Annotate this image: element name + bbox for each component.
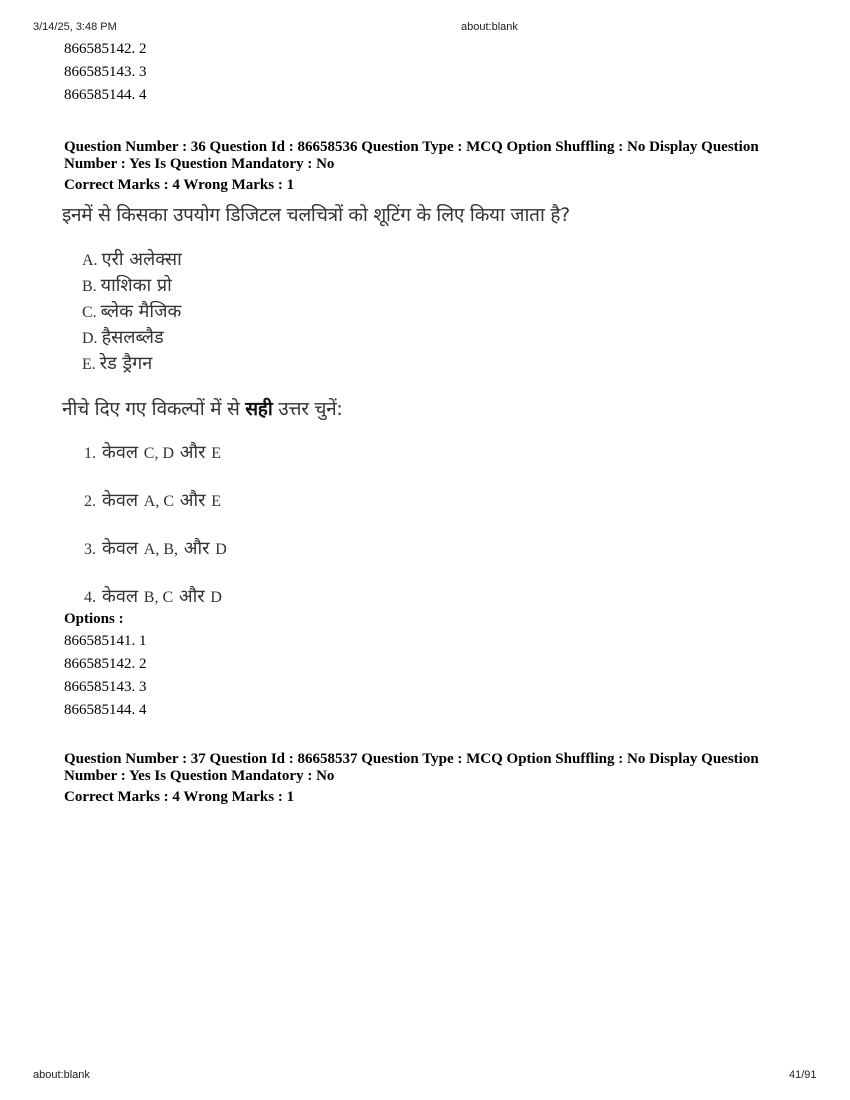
q36-meta-line1: Question Number : 36 Question Id : 86658536 Question Type : MCQ Option Shuffling : No Display Question [64,139,759,155]
answer-number: 3. [84,541,96,558]
page-number: 41/91 [789,1069,817,1081]
instruction-emphasis: सही [245,398,273,420]
answer-last: D [215,541,227,558]
q37-meta-line2: Number : Yes Is Question Mandatory : No [64,768,335,784]
answer-word: केवल [102,538,139,559]
answer-letters: A, B, [143,541,179,558]
q36-choice-b [82,273,172,297]
answer-number: 4. [84,589,96,606]
choice-text: ब्लेक मैजिक [100,301,182,322]
q36-choice-e [82,351,152,375]
answer-number: 2. [84,493,96,510]
q36-answer-2 [84,488,221,512]
instruction-prefix: नीचे दिए गए विकल्पों में से [62,398,246,420]
choice-label: C. [82,304,97,321]
answer-word: केवल [102,586,139,607]
q36-choice-c [82,299,181,323]
prev-option-3: 866585143. 3 [64,64,147,80]
q36-answer-1 [84,440,221,464]
q36-option-1: 866585141. 1 [64,633,147,649]
choice-text: हैसलब्लैड [101,327,164,348]
answer-and: और [178,586,205,607]
q36-marks: Correct Marks : 4 Wrong Marks : 1 [64,177,295,193]
answer-last: D [210,589,222,606]
q36-option-2: 866585142. 2 [64,656,147,672]
q36-answer-3 [84,536,227,560]
prev-option-2: 866585142. 2 [64,41,147,57]
print-datetime: 3/14/25, 3:48 PM [33,21,117,33]
answer-word: केवल [102,490,139,511]
answer-number: 1. [84,445,96,462]
q36-options-label: Options : [64,611,124,627]
answer-last: E [211,445,222,462]
choice-label: D. [82,330,98,347]
q36-choice-a [82,247,182,271]
choice-text: याशिका प्रो [100,275,172,296]
instruction-suffix: उत्तर चुनें: [272,398,343,420]
q37-meta-line1: Question Number : 37 Question Id : 86658537 Question Type : MCQ Option Shuffling : No Display Question [64,751,759,767]
q36-answer-4 [84,584,222,608]
prev-option-4: 866585144. 4 [64,87,147,103]
answer-letters: A, C [143,493,175,510]
answer-letters: C, D [143,445,175,462]
choice-text: एरी अलेक्सा [101,249,182,270]
answer-word: केवल [102,442,139,463]
q36-meta [64,139,794,173]
q36-question-text: इनमें से किसका उपयोग डिजिटल चलचित्रों को शूटिंग के लिए किया जाता है? [62,204,570,226]
answer-and: और [179,490,206,511]
print-header-url: about:blank [461,21,518,33]
answer-letters: B, C [143,589,174,606]
answer-last: E [211,493,222,510]
answer-and: और [183,538,210,559]
choice-text: रेड ड्रैगन [99,353,153,374]
q36-instruction [62,395,343,421]
choice-label: A. [82,252,98,269]
q36-meta-line2: Number : Yes Is Question Mandatory : No [64,156,335,172]
q37-meta [64,751,794,785]
choice-label: B. [82,278,97,295]
q36-choice-d [82,325,164,349]
q36-option-4: 866585144. 4 [64,702,147,718]
answer-and: और [179,442,206,463]
choice-label: E. [82,356,96,373]
print-footer-url: about:blank [33,1069,90,1081]
q36-option-3: 866585143. 3 [64,679,147,695]
q37-marks: Correct Marks : 4 Wrong Marks : 1 [64,789,295,805]
